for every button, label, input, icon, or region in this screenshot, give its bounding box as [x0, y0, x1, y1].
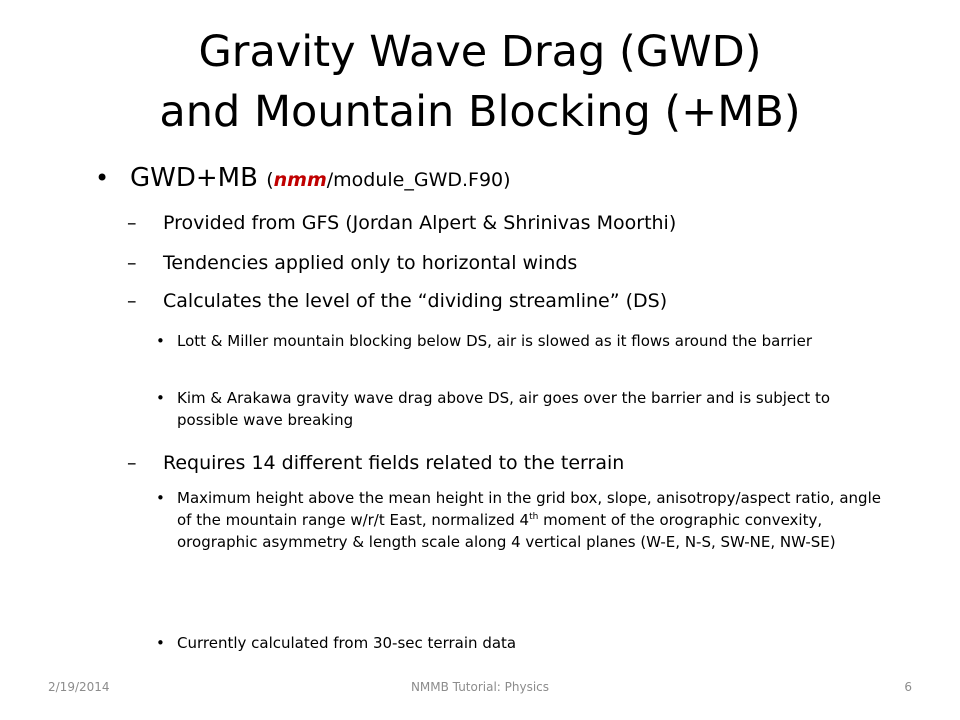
item-currently-calculated: Currently calculated from 30-sec terrain data	[177, 634, 517, 652]
sub-bullet-provided: Provided from GFS (Jordan Alpert & Shrinivas Moorthi)	[163, 212, 677, 234]
sub-bullet-calculates: Calculates the level of the “dividing streamline” (DS)	[163, 290, 668, 312]
footer-date: 2/19/2014	[48, 680, 110, 694]
item-maximum-height-part1: Maximum height above the mean height in the grid box, slope, anisotropy/aspect ratio, angle of the mountain range w/r/t East, normalized 4	[177, 489, 881, 529]
module-path-rest: /module_GWD.F90)	[326, 169, 511, 191]
footer-page-number: 6	[904, 680, 912, 694]
bullet-gwd-mb	[130, 160, 511, 198]
bullet-dot-icon: •	[95, 164, 110, 192]
item-lott-miller: Lott & Miller mountain blocking below DS, air is slowed as it flows around the barrier	[177, 332, 812, 350]
bullet-dot-icon: •	[156, 634, 165, 652]
bullet-dot-icon: •	[156, 389, 165, 407]
superscript-th: th	[529, 512, 539, 522]
item-maximum-height	[177, 487, 892, 553]
item-maximum-height-part2: moment of the orographic convexity, orographic asymmetry & length scale along 4 vertical planes (W-E, N-S, SW-NE, NW-SE)	[177, 511, 836, 551]
item-kim-arakawa: Kim & Arakawa gravity wave drag above DS, air goes over the barrier and is subject to possible wave breaking	[177, 389, 831, 429]
bullet-dot-icon: •	[156, 332, 165, 350]
title-line-1: Gravity Wave Drag (GWD)	[198, 27, 762, 77]
sub-bullet-requires: Requires 14 different fields related to the terrain	[163, 452, 625, 474]
module-path	[266, 169, 510, 191]
dash-icon: –	[127, 252, 137, 274]
title-line-2: and Mountain Blocking (+MB)	[159, 87, 801, 137]
bullet-gwd-mb-label: GWD+MB	[130, 163, 258, 193]
dash-icon: –	[127, 452, 137, 474]
dash-icon: –	[127, 290, 137, 312]
module-path-open: (	[266, 169, 274, 191]
bullet-dot-icon: •	[156, 489, 165, 507]
footer-title: NMMB Tutorial: Physics	[410, 680, 550, 694]
sub-bullet-tendencies: Tendencies applied only to horizontal winds	[163, 252, 578, 274]
module-path-highlight: nmm	[273, 169, 327, 191]
dash-icon: –	[127, 212, 137, 234]
